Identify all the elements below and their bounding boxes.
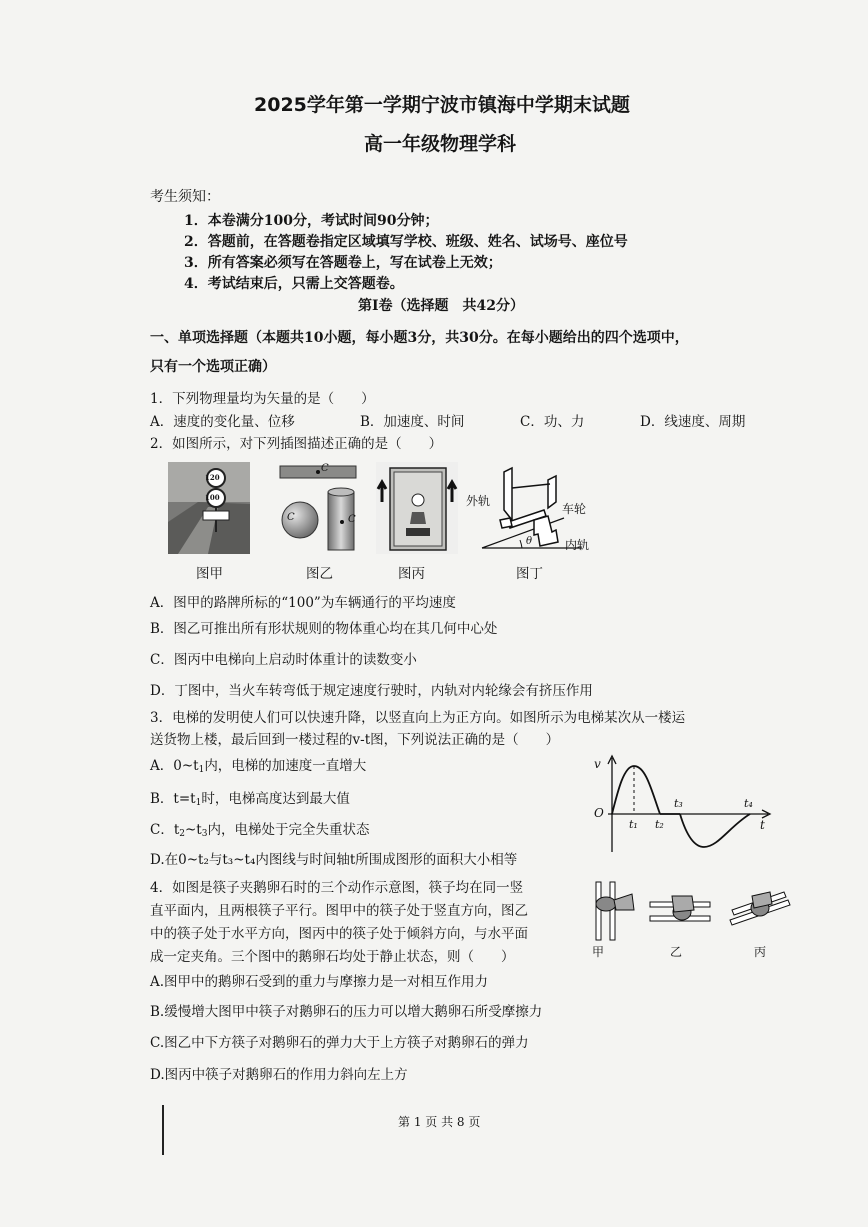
notice-item: 3．所有答案必须写在答题卷上，写在试卷上无效； xyxy=(184,255,502,271)
chopsticks-tilted-figure xyxy=(728,886,792,936)
notice-item: 4．考试结束后，只需上交答题卷。 xyxy=(184,276,404,292)
q4-option-a: A.图甲中的鹅卵石受到的重力与摩擦力是一对相互作用力 xyxy=(150,974,489,990)
q3-stem: 3．电梯的发明使人们可以快速升降，以竖直向上为正方向。如图所示为电梯某次从一楼运 xyxy=(150,710,686,726)
chopsticks-horizontal-figure xyxy=(648,890,712,934)
q3-option-a: A．$0\sim t_1$内，电梯的加速度一直增大 xyxy=(150,758,367,775)
q3-option-b: B．$t=t_1$时，电梯高度达到最大值 xyxy=(150,791,350,808)
margin-line xyxy=(162,1105,164,1155)
tick-t1: t₁ xyxy=(629,818,638,831)
q1-option-b: B．加速度、时间 xyxy=(360,414,465,430)
page-footer: 第 1 页 共 8 页 xyxy=(398,1115,481,1129)
fig-caption-yi: 图乙 xyxy=(306,566,333,582)
fig-caption-yi: 乙 xyxy=(670,945,683,959)
q3-option-c: C．$t_2\sim t_3$内，电梯处于完全失重状态 xyxy=(150,822,370,839)
part1-heading: 一、单项选择题（本题共10小题，每小题3分，共30分。在每小题给出的四个选项中， xyxy=(150,330,689,346)
axis-origin-label: O xyxy=(594,806,604,820)
center-label: C xyxy=(348,514,356,525)
q2-stem: 2．如图所示，对下列插图描述正确的是（ ） xyxy=(150,436,443,452)
q2-option-a: A．图甲的路牌所标的“100”为车辆通行的平均速度 xyxy=(150,595,456,611)
q3-option-d: D.在0~t₂与t₃~t₄内图线与时间轴t所围成图形的面积大小相等 xyxy=(150,852,518,868)
q4-stem-cont: 直平面内，且两根筷子平行。图甲中的筷子处于竖直方向，图乙 xyxy=(150,903,528,919)
fig-caption-bing: 图丙 xyxy=(398,566,425,582)
exam-title: 2025学年第一学期宁波市镇海中学期末试题 xyxy=(254,94,630,116)
q4-stem-cont: 成一定夹角。三个图中的鹅卵石均处于静止状态，则（ ） xyxy=(150,949,515,965)
q4-option-d: D.图丙中筷子对鹅卵石的作用力斜向左上方 xyxy=(150,1067,408,1083)
q1-option-d: D．线速度、周期 xyxy=(640,414,746,430)
fig-caption-ding: 图丁 xyxy=(516,566,543,582)
q4-stem: 4．如图是筷子夹鹅卵石时的三个动作示意图，筷子均在同一竖 xyxy=(150,880,524,896)
q4-option-b: B.缓慢增大图甲中筷子对鹅卵石的压力可以增大鹅卵石所受摩擦力 xyxy=(150,1004,543,1020)
chopsticks-vertical-figure xyxy=(588,880,636,944)
outer-rail-label: 外轨 xyxy=(466,494,491,508)
notice-heading: 考生须知： xyxy=(150,189,220,205)
inner-rail-label: 内轨 xyxy=(565,538,590,552)
tick-t2: t₂ xyxy=(655,818,664,831)
q4-stem-cont: 中的筷子处于水平方向，图丙中的筷子处于倾斜方向，与水平面 xyxy=(150,926,528,942)
q2-option-b: B．图乙可推出所有形状规则的物体重心均在其几何中心处 xyxy=(150,621,498,637)
q3-stem-cont: 送货物上楼，最后回到一楼过程的v-t图，下列说法正确的是（ ） xyxy=(150,732,560,748)
q1-option-c: C．功、力 xyxy=(520,414,585,430)
q4-option-c: C.图乙中下方筷子对鹅卵石的弹力大于上方筷子对鹅卵石的弹力 xyxy=(150,1035,529,1051)
q1-option-a: A．速度的变化量、位移 xyxy=(150,414,295,430)
exam-subtitle: 高一年级物理学科 xyxy=(364,133,517,155)
angle-label: θ xyxy=(526,536,533,547)
center-label: C xyxy=(287,512,295,523)
tick-t3: t₃ xyxy=(674,797,683,810)
q1-stem: 1．下列物理量均为矢量的是（ ） xyxy=(150,391,375,407)
fig-caption-bing: 丙 xyxy=(754,945,767,959)
q2-option-c: C．图丙中电梯向上启动时体重计的读数变小 xyxy=(150,652,417,668)
section-title: 第Ⅰ卷（选择题 共42分） xyxy=(358,298,525,314)
axis-v-label: v xyxy=(594,757,601,771)
wheel-label: 车轮 xyxy=(562,502,587,516)
notice-item: 1．本卷满分100分，考试时间90分钟； xyxy=(184,213,439,229)
notice-item: 2．答题前，在答题卷指定区域填写学校、班级、姓名、试场号、座位号 xyxy=(184,234,628,250)
center-of-gravity-figure xyxy=(278,462,360,554)
tick-t4: t₄ xyxy=(744,797,753,810)
fig-caption-jia: 甲 xyxy=(592,945,605,959)
axis-t-label: t xyxy=(760,818,765,832)
fig-caption-jia: 图甲 xyxy=(196,566,223,582)
center-label: C xyxy=(321,463,329,474)
q2-option-d: D．丁图中，当火车转弯低于规定速度行驶时，内轨对内轮缘会有挤压作用 xyxy=(150,683,593,699)
part1-heading-cont: 只有一个选项正确） xyxy=(150,359,276,375)
sign-speed-120: 120 xyxy=(205,473,220,482)
elevator-scale-figure xyxy=(376,462,458,554)
sign-speed-100: 100 xyxy=(205,493,220,502)
